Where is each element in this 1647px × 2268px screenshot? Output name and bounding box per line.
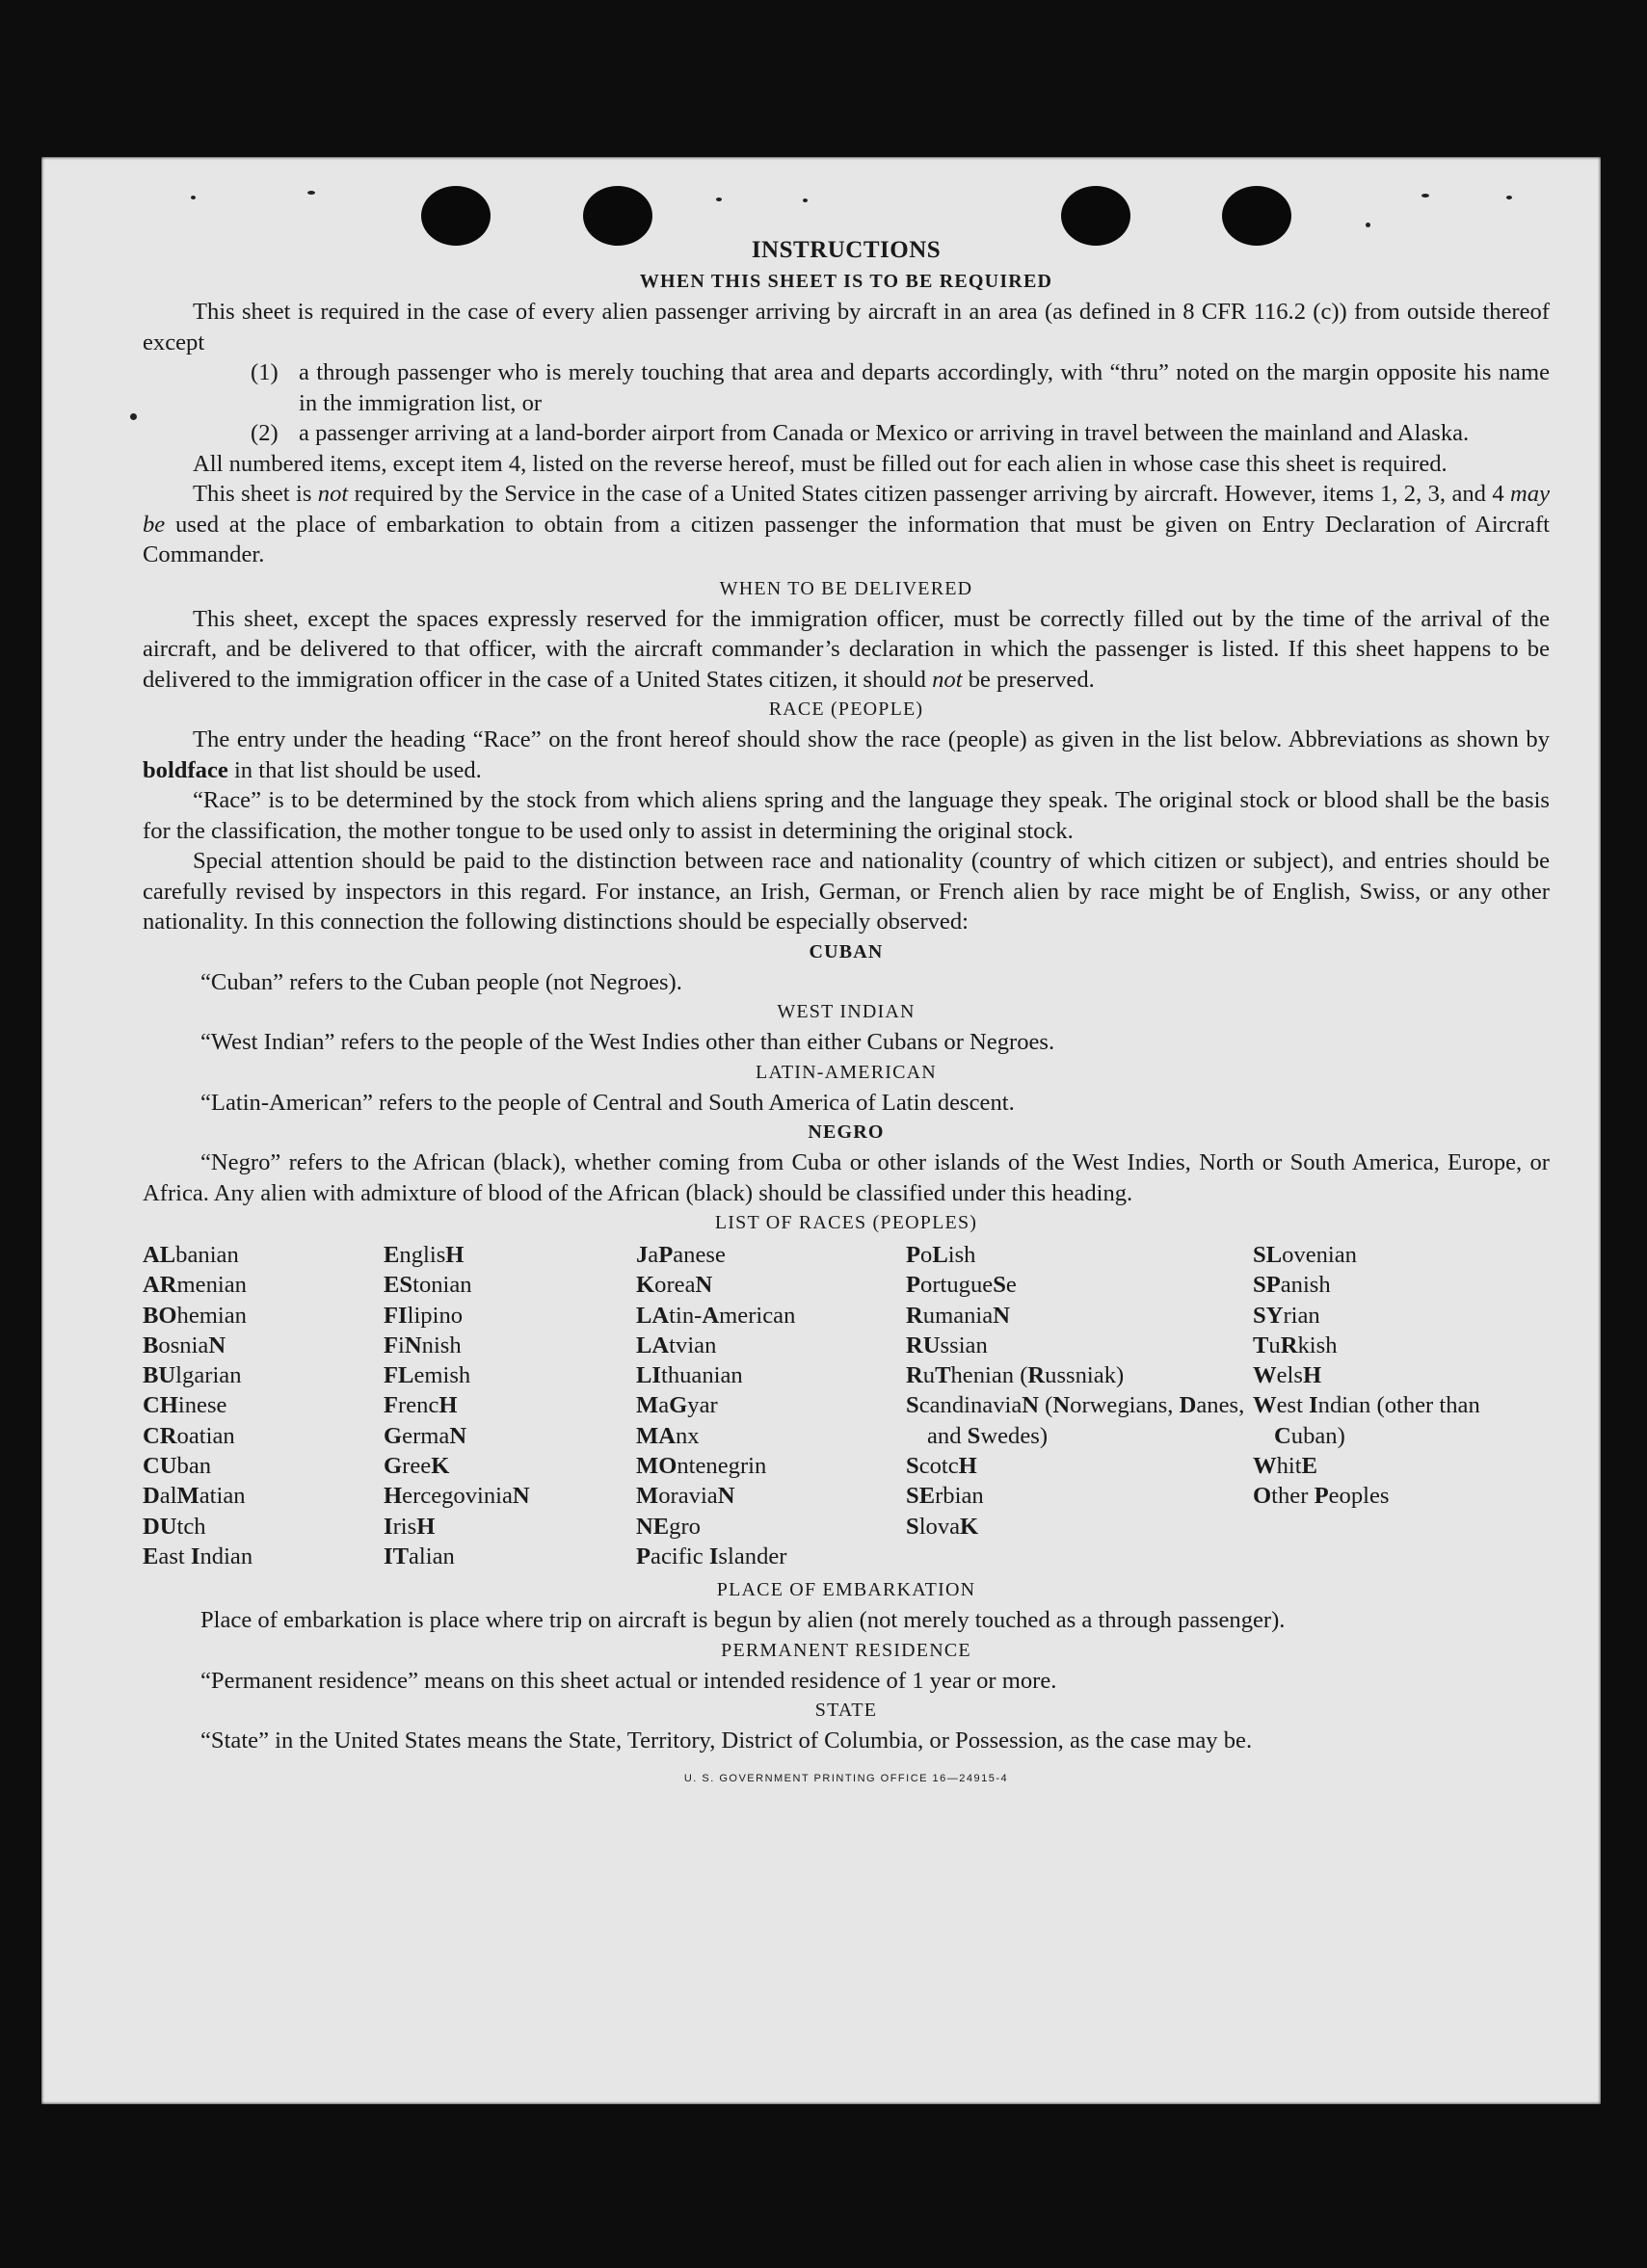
race-entry: SlovaK	[906, 1513, 979, 1540]
heading-residence: PERMANENT RESIDENCE	[721, 1639, 971, 1661]
race-entry: PoLish	[906, 1242, 976, 1268]
race-entry: CHinese	[143, 1392, 227, 1419]
item-text: a passenger arriving at a land-border airport from Canada or Mexico or arriving in travel between the mainland and Alaska.	[299, 420, 1470, 446]
item-number: (2)	[251, 420, 279, 446]
race-entry: Other Peoples	[1253, 1483, 1390, 1510]
race-entry: RUssian	[906, 1332, 988, 1358]
item-number: (1)	[251, 359, 279, 385]
heading-negro: NEGRO	[808, 1121, 885, 1143]
race-entry: MoraviaN	[636, 1483, 735, 1510]
race-entry: West Indian (other than Cuban)	[1253, 1392, 1480, 1449]
form-sheet	[41, 157, 1601, 2104]
speck	[803, 198, 808, 202]
race-entry: ITalian	[384, 1543, 455, 1569]
race-entry: SLovenian	[1253, 1242, 1357, 1268]
race-entry: MAnx	[636, 1422, 700, 1449]
heading-embarkation: PLACE OF EMBARKATION	[716, 1579, 976, 1601]
race-entry: East Indian	[143, 1543, 253, 1569]
race-entry: EnglisH	[384, 1242, 465, 1268]
heading-delivered: WHEN TO BE DELIVERED	[719, 577, 973, 599]
heading-latin-american: LATIN-AMERICAN	[756, 1061, 937, 1083]
race-entry: KoreaN	[636, 1272, 713, 1299]
race-entry: LAtvian	[636, 1332, 717, 1358]
race-entry: SYrian	[1253, 1302, 1320, 1329]
race-column	[906, 1240, 1253, 1571]
race-entry: LAtin-American	[636, 1302, 796, 1329]
west-indian-text: “West Indian” refers to the people of the West Indies other than either Cubans or Negroes.	[200, 1029, 1055, 1055]
race-entry: NEgro	[636, 1513, 701, 1540]
exception-item-2	[143, 418, 1550, 449]
race-para-3: Special attention should be paid to the distinction between race and nationality (country of which citizen or subject), and entries should be carefully revised by inspectors in this regard. For instance, an Irish, German, or French alien by race might be of English, Swiss, or any other nationality. In this connection the following distinctions should be especially observed:	[143, 848, 1550, 935]
race-entry: MaGyar	[636, 1392, 718, 1419]
page-title: INSTRUCTIONS	[751, 237, 942, 263]
speck	[191, 196, 196, 199]
race-entry: CRoatian	[143, 1422, 235, 1449]
race-entry: RumaniaN	[906, 1302, 1010, 1329]
race-column	[384, 1240, 636, 1571]
race-entry: MOntenegrin	[636, 1453, 767, 1480]
race-entry: FLemish	[384, 1362, 471, 1389]
race-entry: HercegoviniaN	[384, 1483, 530, 1510]
race-entry: CUban	[143, 1453, 212, 1480]
residence-text: “Permanent residence” means on this sheet actual or intended residence of 1 year or more.	[200, 1667, 1057, 1694]
delivered-text: This sheet, except the spaces expressly reserved for the immigration officer, must be correctly filled out by the time of the arrival of the aircraft, and be delivered to that officer, with the aircraft commander’s declaration in which the passenger is listed. If this sheet happens to be delivered to the immigration officer in the case of a United States citizen, it should not be preserved.	[143, 605, 1550, 693]
speck	[1366, 223, 1370, 227]
exception-item-1	[143, 357, 1550, 418]
race-entry: PortugueSe	[906, 1272, 1017, 1299]
required-para-3: This sheet is not required by the Service in the case of a United States citizen passenger arriving by aircraft. However, items 1, 2, 3, and 4 may be used at the place of embarkation to obtain from a citizen passenger the information that must be given on Entry Declaration of Aircraft Commander.	[143, 481, 1550, 567]
race-entry: ScotcH	[906, 1453, 977, 1480]
speck	[130, 413, 137, 420]
heading-west-indian: WEST INDIAN	[777, 1001, 916, 1022]
race-entry: ALbanian	[143, 1242, 239, 1268]
required-para-2: All numbered items, except item 4, listed on the reverse hereof, must be filled out for each alien in whose case this sheet is required.	[193, 450, 1448, 477]
race-entry: WhitE	[1253, 1453, 1317, 1480]
race-column	[636, 1240, 906, 1571]
negro-text: “Negro” refers to the African (black), whether coming from Cuba or other islands of the West Indies, North or South America, Europe, or Africa. Any alien with admixture of blood of the African (black) should be classified under this heading.	[143, 1149, 1550, 1206]
latin-american-text: “Latin-American” refers to the people of Central and South America of Latin descent.	[200, 1089, 1015, 1116]
race-entry: DUtch	[143, 1513, 206, 1540]
race-para-2: “Race” is to be determined by the stock from which aliens spring and the language they speak. The original stock or blood shall be the basis for the classification, the mother tongue to be used only to assist in determining the original stock.	[143, 787, 1550, 844]
race-entry: WelsH	[1253, 1362, 1322, 1389]
race-entry: BOhemian	[143, 1302, 247, 1329]
item-text: a through passenger who is merely touching that area and departs accordingly, with “thru” noted on the margin opposite his name in the immigration list, or	[299, 359, 1550, 416]
race-entry: EStonian	[384, 1272, 472, 1299]
heading-required: WHEN THIS SHEET IS TO BE REQUIRED	[639, 271, 1053, 292]
speck	[1421, 194, 1429, 198]
race-list	[143, 1240, 1550, 1571]
required-intro: This sheet is required in the case of every alien passenger arriving by aircraft in an area (as defined in 8 CFR 116.2 (c)) from outside thereof except	[143, 299, 1550, 356]
race-entry: TuRkish	[1253, 1332, 1338, 1358]
state-text: “State” in the United States means the State, Territory, District of Columbia, or Possession, as the case may be.	[200, 1727, 1253, 1754]
heading-race-list: LIST OF RACES (PEOPLES)	[714, 1212, 978, 1233]
heading-state: STATE	[814, 1700, 878, 1722]
race-entry: IrisH	[384, 1513, 436, 1540]
race-entry: FrencH	[384, 1392, 458, 1419]
race-entry: Pacific Islander	[636, 1543, 787, 1569]
race-entry: BUlgarian	[143, 1362, 242, 1389]
race-column	[1253, 1240, 1550, 1571]
race-entry: LIthuanian	[636, 1362, 743, 1389]
race-entry: DalMatian	[143, 1483, 246, 1510]
race-entry: SErbian	[906, 1483, 984, 1510]
race-entry: FIlipino	[384, 1302, 464, 1329]
race-column	[143, 1240, 384, 1571]
race-entry: RuThenian (Russniak)	[906, 1362, 1125, 1389]
speck	[1506, 196, 1512, 199]
race-entry: BosniaN	[143, 1332, 226, 1358]
race-entry: GreeK	[384, 1453, 450, 1480]
race-para-1: The entry under the heading “Race” on the front hereof should show the race (people) as given in the list below. Abbreviations as shown by boldface in that list should be used.	[143, 726, 1550, 783]
printing-office-footer: U. S. GOVERNMENT PRINTING OFFICE 16—24915-4	[683, 1772, 1009, 1784]
cuban-text: “Cuban” refers to the Cuban people (not Negroes).	[200, 968, 682, 995]
instructions-content	[143, 234, 1550, 1794]
race-entry: ScandinaviaN (Norwegians, Danes, and Swedes)	[906, 1392, 1245, 1449]
race-entry: SPanish	[1253, 1272, 1331, 1299]
embarkation-text: Place of embarkation is place where trip on aircraft is begun by alien (not merely touched as a through passenger).	[200, 1607, 1286, 1634]
heading-race: RACE (PEOPLE)	[768, 699, 924, 720]
race-entry: FiNnish	[384, 1332, 462, 1358]
race-entry: JaPanese	[636, 1242, 726, 1268]
race-entry: ARmenian	[143, 1272, 247, 1299]
heading-cuban: CUBAN	[809, 940, 884, 963]
speck	[307, 191, 315, 195]
race-entry: GermaN	[384, 1422, 467, 1449]
speck	[716, 198, 722, 201]
